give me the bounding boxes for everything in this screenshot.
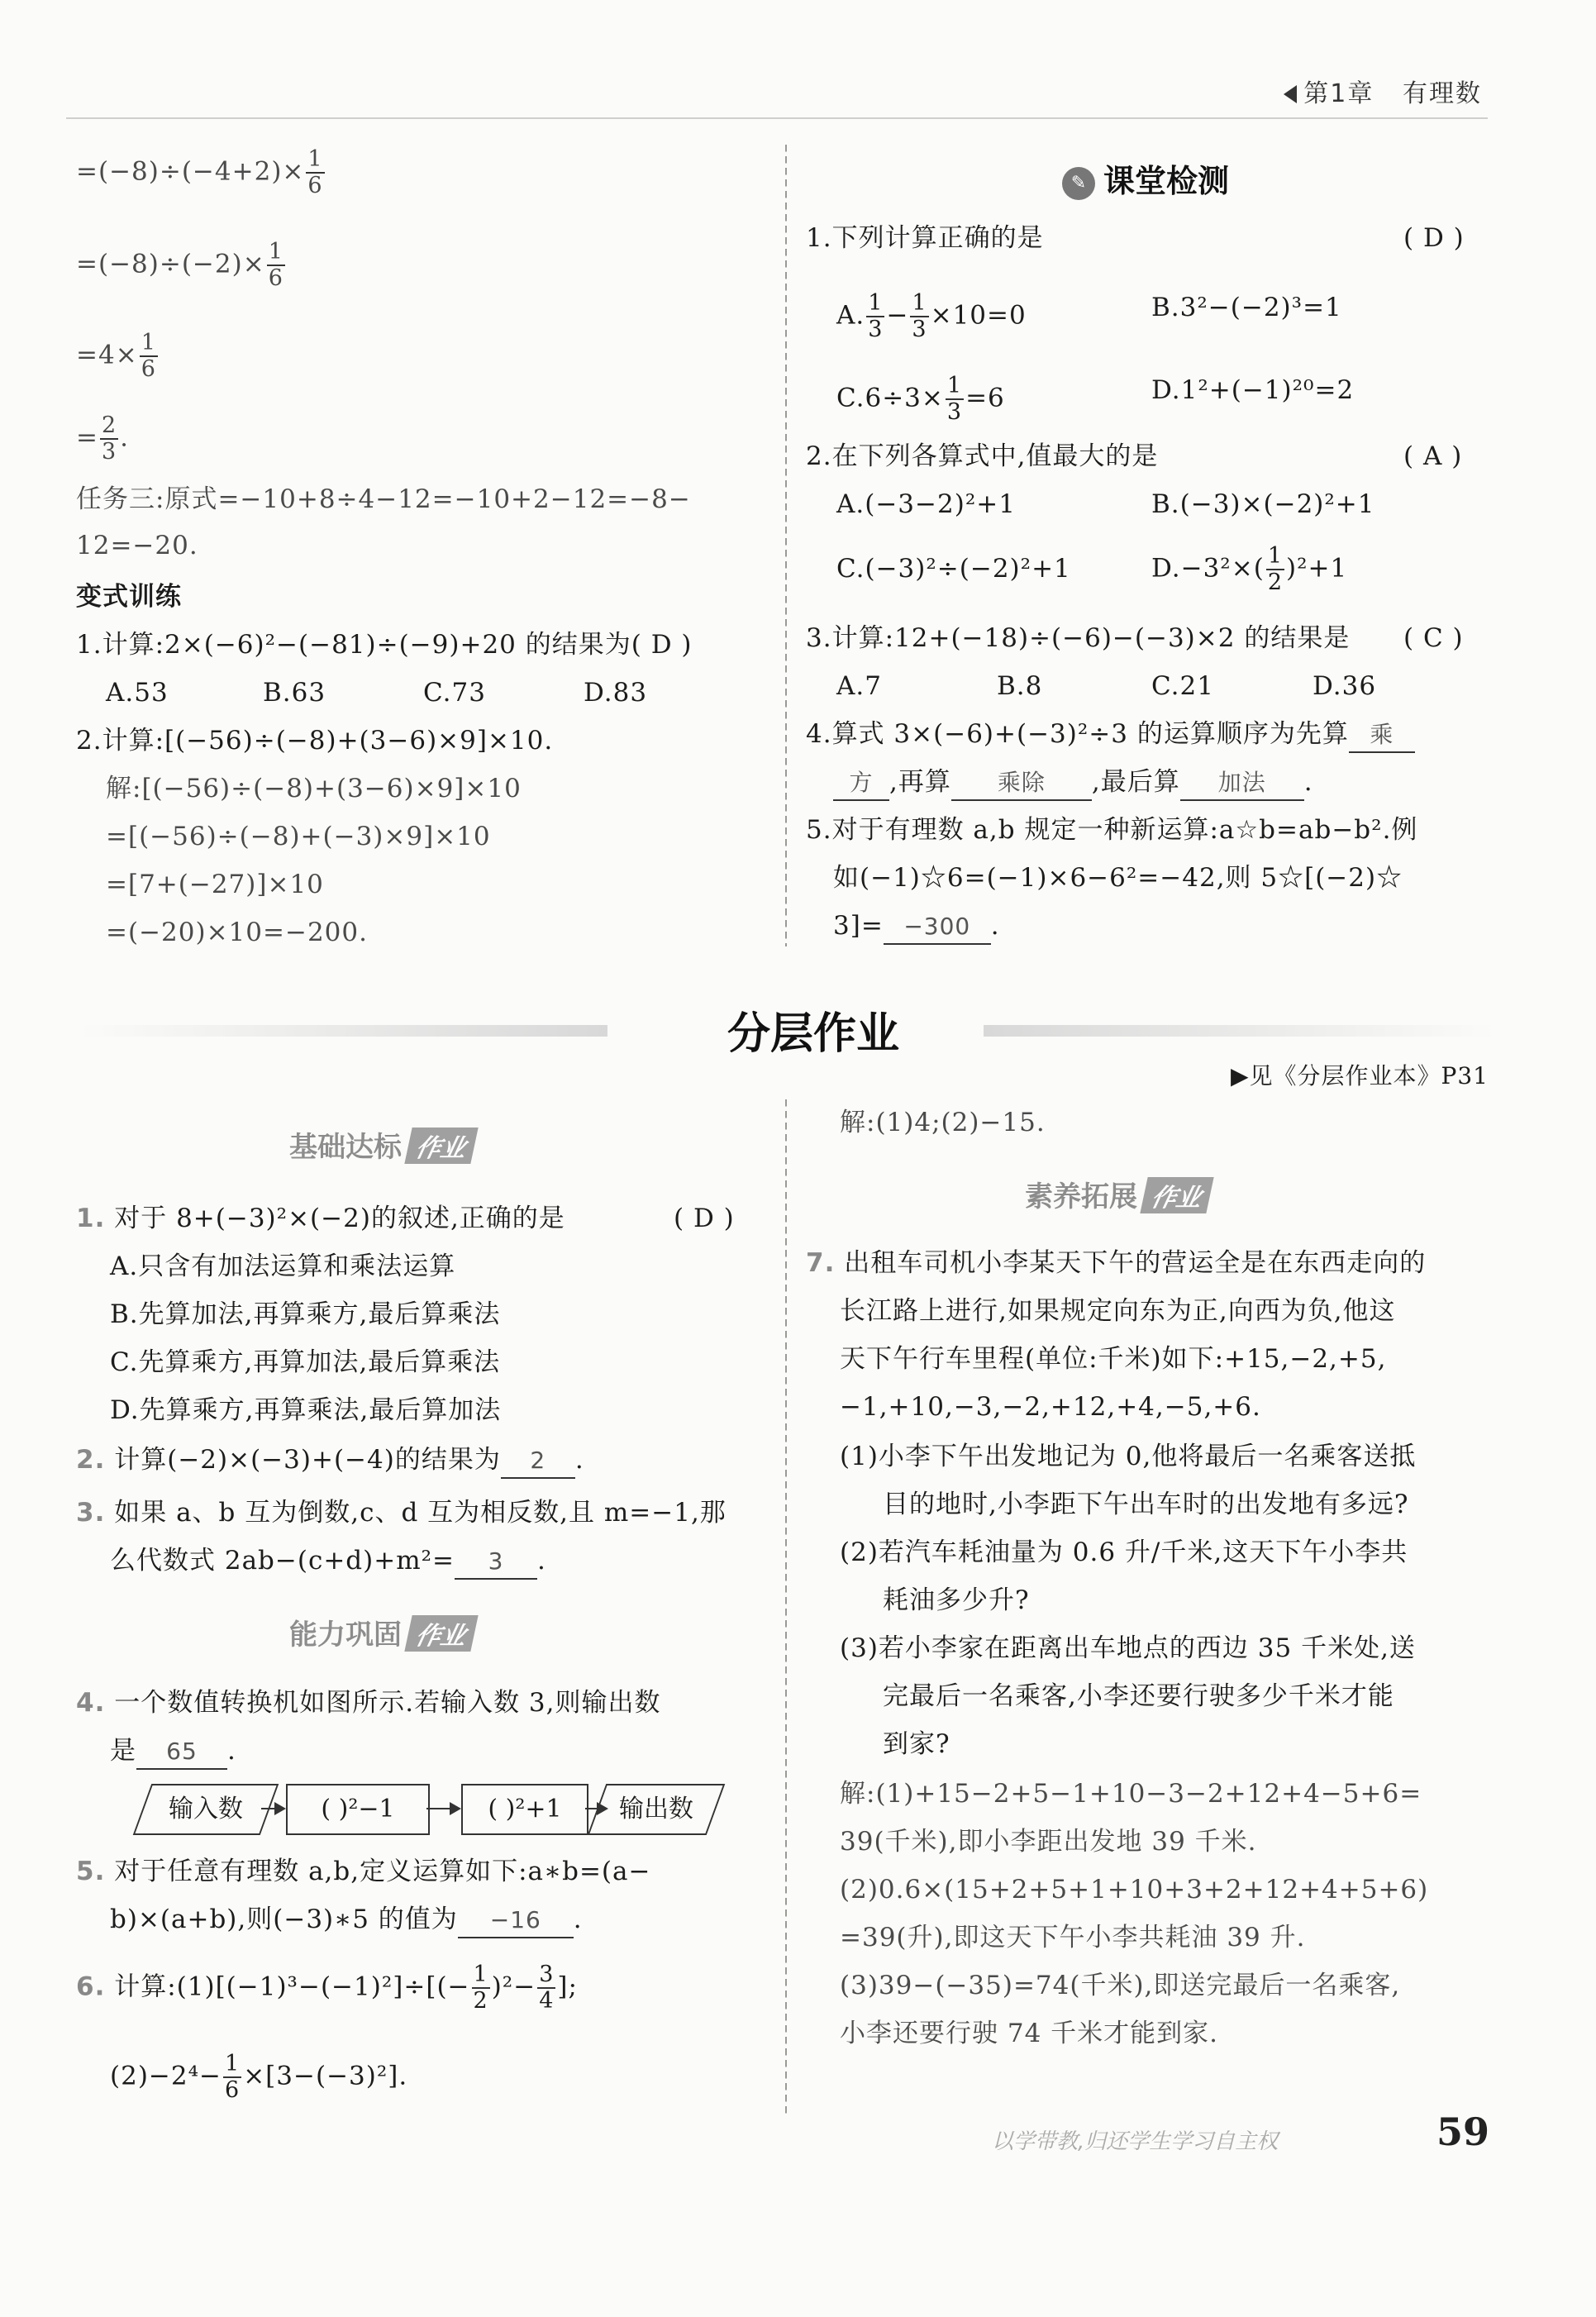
question-4-cont: 是 65 . [110, 1734, 236, 1770]
option-a: A.只含有加法运算和乘法运算 [110, 1251, 456, 1281]
question-5: 5.对于有理数 a,b 规定一种新运算:a☆b=ab−b².例 [806, 815, 1418, 845]
option-b: B.(−3)×(−2)²+1 [1151, 489, 1375, 519]
option-d: D.先算乘方,再算乘法,最后算加法 [110, 1395, 502, 1425]
chapter-title: 有理数 [1403, 79, 1482, 108]
option-c: C.21 [1151, 671, 1214, 701]
question-7-cont: −1,+10,−3,−2,+12,+4,−5,+6. [840, 1392, 1261, 1422]
solution-line: 小李还要行驶 74 千米才能到家. [840, 2019, 1219, 2048]
basic-section-title: 基础达标 作业 [289, 1124, 474, 1165]
option-d: D.1²+(−1)²⁰=2 [1151, 375, 1355, 405]
question-4: 4.算式 3×(−6)+(−3)²÷3 的运算顺序为先算 乘 [806, 718, 1415, 753]
previous-solution: 解:(1)4;(2)−15. [840, 1108, 1046, 1137]
option-c: C.6÷3× $\frac{1}{3}$ =6 [836, 373, 1005, 425]
question-3: 3.计算:12+(−18)÷(−6)−(−3)×2 的结果是 [806, 623, 1351, 653]
blank-answer: 3 [455, 1545, 537, 1580]
option-a: A. $\frac{1}{3}$ − $\frac{1}{3}$ ×10=0 [836, 290, 1027, 342]
solution-line: =(−20)×10=−200. [106, 918, 368, 947]
option-b: B.3²−(−2)³=1 [1151, 293, 1342, 322]
question-1: 1.计算:2×(−6)²−(−81)÷(−9)+20 的结果为( D ) [76, 630, 693, 660]
blank-answer: 方 [833, 766, 889, 801]
sub-question-3-cont: 到家? [883, 1729, 950, 1759]
classroom-test-title: ✎ 课堂检测 [1062, 155, 1229, 201]
question-4: 4. 一个数值转换机如图所示.若输入数 3,则输出数 [76, 1688, 661, 1718]
fraction: $\frac{1}{6}$ [141, 330, 156, 382]
answer-2: ( A ) [1403, 441, 1463, 471]
answer-3: ( C ) [1403, 623, 1464, 653]
solution-line: =4× $\frac{1}{6}$ [76, 330, 156, 382]
question-7-cont: 长江路上进行,如果规定向东为正,向西为负,他这 [840, 1296, 1396, 1326]
expand-section-title: 素养拓展 作业 [1025, 1174, 1210, 1214]
fraction: $\frac{2}{3}$ [101, 412, 117, 465]
solution-line: =(−8)÷(−4+2)× $\frac{1}{6}$ [76, 146, 323, 198]
variant-training-title: 变式训练 [76, 582, 182, 612]
column-divider-bottom [785, 1099, 787, 2116]
sub-question-2: (2)若汽车耗油量为 0.6 升/千米,这天下午小李共 [840, 1538, 1408, 1567]
pencil-icon: ✎ [1062, 167, 1095, 200]
blank-answer: −16 [458, 1904, 574, 1938]
question-2: 2.计算:[(−56)÷(−8)+(3−6)×9]×10. [76, 726, 554, 756]
answer-1: ( D ) [1403, 223, 1465, 253]
column-divider-top [785, 145, 787, 946]
banner-bar-left [79, 1025, 607, 1037]
option-b: B.8 [997, 671, 1043, 701]
option-a: A.7 [836, 671, 882, 701]
sub-question-3: (3)若小李家在距离出车地点的西边 35 千米处,送 [840, 1633, 1416, 1663]
fraction: $\frac{1}{6}$ [268, 239, 283, 291]
question-5-cont: b)×(a+b),则(−3)∗5 的值为 −16 . [110, 1903, 583, 1938]
question-2: 2.在下列各算式中,值最大的是 [806, 441, 1159, 471]
question-5: 5. 对于任意有理数 a,b,定义运算如下:a∗b=(a− [76, 1857, 651, 1886]
option-d: D.36 [1313, 671, 1377, 701]
sub-question-2-cont: 耗油多少升? [883, 1585, 1030, 1615]
option-c: C.先算乘方,再算加法,最后算乘法 [110, 1347, 501, 1377]
flow-arrow [426, 1808, 460, 1809]
question-1: 1. 对于 8+(−3)²×(−2)的叙述,正确的是 [76, 1204, 565, 1233]
question-3: 3. 如果 a、b 互为倒数,c、d 互为相反数,且 m=−1,那 [76, 1498, 727, 1528]
option-a: A.(−3−2)²+1 [836, 489, 1016, 519]
sub-question-1-cont: 目的地时,小李距下午出车时的出发地有多远? [883, 1490, 1409, 1519]
question-3-cont: 么代数式 2ab−(c+d)+m²= 3 . [110, 1544, 546, 1580]
solution-line: =(−8)÷(−2)× $\frac{1}{6}$ [76, 239, 283, 291]
solution-line: 解:(1)+15−2+5−1+10−3−2+12+4−5+6= [840, 1779, 1422, 1809]
banner-bar-right [984, 1025, 1496, 1037]
solution-line: 12=−20. [76, 531, 198, 560]
ability-section-title: 能力巩固 作业 [289, 1612, 474, 1652]
option-c: C.73 [423, 678, 486, 708]
question-6-part2: (2)−2⁴− $\frac{1}{6}$ ×[3−(−3)²]. [110, 2051, 408, 2103]
option-b: B.先算加法,再算乘方,最后算乘法 [110, 1299, 501, 1329]
question-7-cont: 天下午行车里程(单位:千米)如下:+15,−2,+5, [840, 1344, 1387, 1374]
solution-line: = $\frac{2}{3}$ . [76, 412, 130, 465]
solution-line: 解:[(−56)÷(−8)+(3−6)×9]×10 [106, 774, 522, 803]
question-4-cont: 方 ,再算 乘除 ,最后算 加法 . [833, 765, 1313, 801]
page-number: 59 [1436, 2110, 1490, 2154]
output-box: 输出数 [588, 1784, 726, 1835]
solution-line: (3)39−(−35)=74(千米),即送完最后一名乘客, [840, 1971, 1401, 2000]
question-2: 2. 计算(−2)×(−3)+(−4)的结果为 2 . [76, 1443, 584, 1479]
footer-slogan: 以学带教,归还学生学习自主权 [992, 2129, 1279, 2154]
square-minus-box: ( )²−1 [286, 1784, 430, 1835]
homework-reference: ▶见《分层作业本》P31 [1230, 1062, 1489, 1089]
option-d: D.83 [584, 678, 648, 708]
answer-1: ( D ) [674, 1204, 735, 1233]
option-a: A.53 [106, 678, 169, 708]
question-1: 1.下列计算正确的是 [806, 223, 1044, 253]
blank-answer: 2 [501, 1444, 575, 1479]
blank-answer: 乘除 [951, 766, 1092, 801]
option-d: D.−3²×( $\frac{1}{2}$ )²+1 [1151, 543, 1348, 595]
option-c: C.(−3)²÷(−2)²+1 [836, 554, 1071, 584]
chapter-header [1284, 73, 1482, 109]
chapter-label: 第1章 [1303, 79, 1374, 108]
question-5-cont: 3]= −300 . [833, 909, 1000, 945]
blank-answer: 乘 [1349, 718, 1415, 753]
solution-line: =39(升),即这天下午小李共耗油 39 升. [840, 1923, 1306, 1952]
flow-arrow [261, 1808, 284, 1809]
sub-question-1: (1)小李下午出发地记为 0,他将最后一名乘客送抵 [840, 1442, 1417, 1471]
option-b: B.63 [263, 678, 326, 708]
solution-line: (2)0.6×(15+2+5+1+10+3+2+12+4+5+6) [840, 1875, 1429, 1905]
header-divider [66, 117, 1488, 119]
solution-line: 任务三:原式=−10+8÷4−12=−10+2−12=−8− [76, 484, 691, 514]
solution-line: 39(千米),即小李距出发地 39 千米. [840, 1827, 1257, 1857]
blank-answer: −300 [884, 910, 991, 945]
question-7: 7. 出租车司机小李某天下午的营运全是在东西走向的 [806, 1248, 1427, 1278]
sub-question-3-cont: 完最后一名乘客,小李还要行驶多少千米才能 [883, 1681, 1394, 1711]
solution-line: =[7+(−27)]×10 [106, 870, 324, 899]
question-6: 6. 计算:(1)[(−1)³−(−1)²]÷[(− $\frac{1}{2}$ )²− $\frac{3}{4}$ ]; [76, 1962, 578, 2014]
fraction: $\frac{1}{6}$ [307, 146, 323, 198]
input-box: 输入数 [133, 1784, 279, 1835]
homework-banner-title: 分层作业 [727, 1009, 900, 1059]
solution-line: =[(−56)÷(−8)+(−3)×9]×10 [106, 822, 491, 851]
blank-answer: 加法 [1180, 766, 1304, 801]
question-5-cont: 如(−1)☆6=(−1)×6−6²=−42,则 5☆[(−2)☆ [833, 863, 1403, 893]
blank-answer: 65 [136, 1735, 227, 1770]
square-plus-box: ( )²+1 [461, 1784, 588, 1835]
left-triangle-icon [1284, 85, 1297, 103]
